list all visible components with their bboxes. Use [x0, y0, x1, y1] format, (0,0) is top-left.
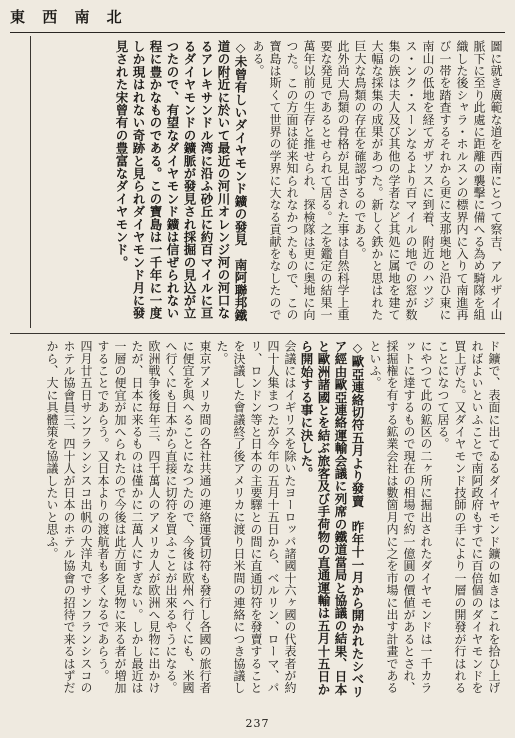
- bottom-paragraph-ticket: ◇歐亞連絡切符五月より發賣 昨年十一月から開かれたシベリア經由歐亞連絡運輸会議に列席の鐵道當局と協議の結果、日本と歐洲諸國とを結ぶ旅客及び手荷物の直通運輸は五月十五日から開始する事に決した。: [299, 340, 365, 699]
- bottom-paragraph: 四月廿五日サンフランシスコ出帆の大洋丸でサンフランシスコのホテル協會員三、四十人が日本のホテル協會の招待で来るはずだから、大に具體策を協議したいと思ふ。: [45, 340, 93, 694]
- bottom-paragraph: 欧洲戦争後毎年三、四千萬人のアメリカ人が欧洲へ見物に出かけたが、日本に来るものは僅かに二萬人にすぎない。しかし最近は一層の便宜が加へられたので今後は此方面を見物に来る者が増加することであらう。又日本よりの渡航者も多くなるであらう。: [96, 340, 161, 694]
- top-text-block: [34, 40, 504, 328]
- top-paragraph-diamond: ◇未曾有しいダイヤモンド鑛の發見 南阿聯邦鐵道の附近に於いて最近の河川オレンジ河の河口なるアレキサンドル湾に沿ふ砂丘に約百マイルに亘るダイヤモンドの鑛脈が發見され採掘の見込が立つたので、有望なダイヤモンド鑛は信ぜられない程に豊かなものである。この寶島は一千年に一度しか現はれない奇跡と見られダイヤモンド月に發見された宋曾有の豊富なダイヤモンド。: [114, 40, 248, 322]
- top-paragraph: 此外尚大鳥類の骨格が見出された事は自然科学上重要な発見であるとせられて居る。之を鑑定の結果一萬年以前の生存と推せられ、探検隊は更に奥地に向つた。この方面は従来知られなかつたもので、この寶島は斯くて世界の学界に大なる貢献をなしたのである。: [251, 40, 350, 321]
- bottom-paragraph: 東京アメリカ間の各社共通の連絡運賃切符も發行し各國の旅行者に便宜を與へることになつたので、今後は欧州へ行くにも、米國へ行くにも日本から直接に切符を買ふことが出來るやうになる。: [164, 340, 212, 694]
- page-header-title: 東 西 南 北: [10, 8, 128, 26]
- bottom-paragraph: 会議にはイギリスを除いたヨーロッパ諸國十六ヶ國の代表者が約四十人集まつたが今年の五月十五日から、ベルリン、ローマ、パリ、ロンドン等と日本の主要驛との間に直通切符を發賣することを決議した會議終了後アメリカに渡り日米間の連絡につき協議した。: [215, 340, 297, 694]
- header-rule: [10, 32, 505, 33]
- bottom-text-block: [12, 340, 502, 700]
- top-paragraph: 圖に就き廣範な道を西南にとつて察吉、アルザイ山脈下に至り此處に距離の襲擊に備へる為め騎隊を組織した後シャラ・ホルスンの標界内に入りて南進再び一帯を踏査するそれから更に支那奥地と沿ひ東に南山の低地を経てガザソスに到着、附近のハツジス・ンク・スーンなるより百マイルの地での窓が数集の族は夫人及び其他の学者など其処に属地を建て大幅な採集の成果があつた。新しく鉄かと思はれた巨大な鳥類の存在を確認するのである。: [353, 40, 503, 321]
- section-divider: [10, 333, 505, 334]
- page-number: 237: [245, 717, 270, 730]
- bottom-paragraph: ド鑛で、表面に出てゐるダイヤモンド鑛の如きはこれを拾ひ上げればよいといふことで南阿政府もすでに百倍個のダイヤモンドを買上げた。又ダイヤモンド技師の手により一層の開發が行はれることになつて居る。: [436, 340, 501, 694]
- header-side-rule: [30, 36, 31, 328]
- bottom-paragraph: にやつて此の鉱区の二ヶ所に掘出されたダイヤモンドは一千カラットに達するもので現在の相場で約一億圓の價値があるとされ、採掘権を有する鉱業会社は數箇月内に之を市場に出す計畫であるといふ。: [368, 340, 433, 694]
